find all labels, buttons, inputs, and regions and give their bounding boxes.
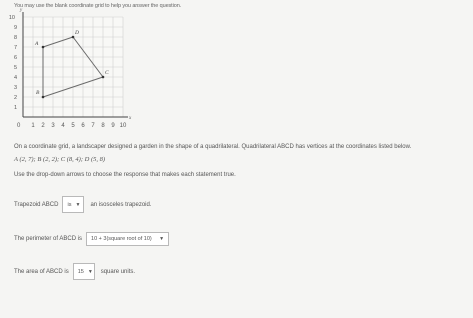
- x-tick-label: 4: [61, 123, 65, 129]
- y-tick-label: 1: [13, 105, 17, 111]
- vertex-point: [72, 36, 75, 39]
- statement-suffix: an isosceles trapezoid.: [90, 201, 152, 208]
- dropdown-value: is: [67, 201, 72, 208]
- problem-text: On a coordinate grid, a landscaper designed a garden in the shape of a quadrilateral. Quadrilateral ABCD has vertices at the coordinates listed below.: [14, 144, 412, 150]
- y-max-label: 10: [8, 15, 15, 21]
- x-tick-label: 5: [71, 123, 75, 129]
- x-tick-label: 2: [41, 123, 45, 129]
- chevron-down-icon: ▼: [87, 268, 93, 275]
- y-tick-label: 9: [13, 25, 17, 31]
- area-dropdown[interactable]: [73, 263, 95, 280]
- x-tick-label: 9: [111, 123, 115, 129]
- y-tick-label: 7: [13, 45, 17, 51]
- grid-svg: [0, 0, 160, 140]
- y-tick-label: 6: [13, 55, 17, 61]
- chevron-down-icon: ▼: [159, 236, 165, 242]
- y-tick-label: 8: [13, 35, 17, 41]
- instructions-text: You may use the blank coordinate grid to help you answer the question.: [14, 3, 182, 9]
- statement-trapezoid: [14, 196, 152, 213]
- y-axis-letter: y: [20, 8, 23, 13]
- vertex-point: [42, 46, 45, 49]
- dropdown-value: 15: [77, 268, 84, 275]
- perimeter-dropdown[interactable]: [86, 232, 169, 246]
- statement-prefix: Trapezoid ABCD: [14, 201, 59, 208]
- statement-suffix: square units.: [100, 268, 136, 275]
- statement-perimeter: [14, 232, 175, 246]
- coordinate-grid: [0, 0, 160, 140]
- y-tick-label: 4: [13, 75, 17, 81]
- x-tick-label: 7: [91, 123, 95, 129]
- y-tick-label: 5: [13, 65, 17, 71]
- vertex-label: A: [35, 41, 39, 47]
- vertex-label: D: [75, 30, 79, 36]
- y-tick-label: 3: [13, 85, 17, 91]
- dropdown-value: 10 + 3(square root of 10): [91, 236, 152, 242]
- x-tick-label: 6: [81, 123, 85, 129]
- vertex-point: [102, 76, 105, 79]
- y-tick-label: 2: [13, 95, 17, 101]
- statement-prefix: The area of ABCD is: [14, 268, 69, 275]
- vertex-point: [42, 96, 45, 99]
- x-tick-label: 1: [31, 123, 35, 129]
- x-tick-label: 8: [101, 123, 105, 129]
- statement-prefix: The perimeter of ABCD is: [14, 236, 83, 242]
- x-tick-label: 3: [51, 123, 55, 129]
- coordinates-text: A (2, 7); B (2, 2); C (8, 4); D (5, 8): [14, 156, 106, 163]
- vertex-label: B: [36, 90, 40, 96]
- statement-area: [14, 263, 135, 280]
- dropdown-instructions: Use the drop-down arrows to choose the response that makes each statement true.: [14, 172, 236, 178]
- x-axis-letter: x: [129, 116, 132, 121]
- chevron-down-icon: ▼: [75, 201, 81, 208]
- vertex-label: C: [105, 70, 109, 76]
- x-tick-label: 10: [119, 123, 127, 129]
- trapezoid-dropdown[interactable]: [62, 196, 84, 213]
- origin-label: 0: [17, 123, 21, 129]
